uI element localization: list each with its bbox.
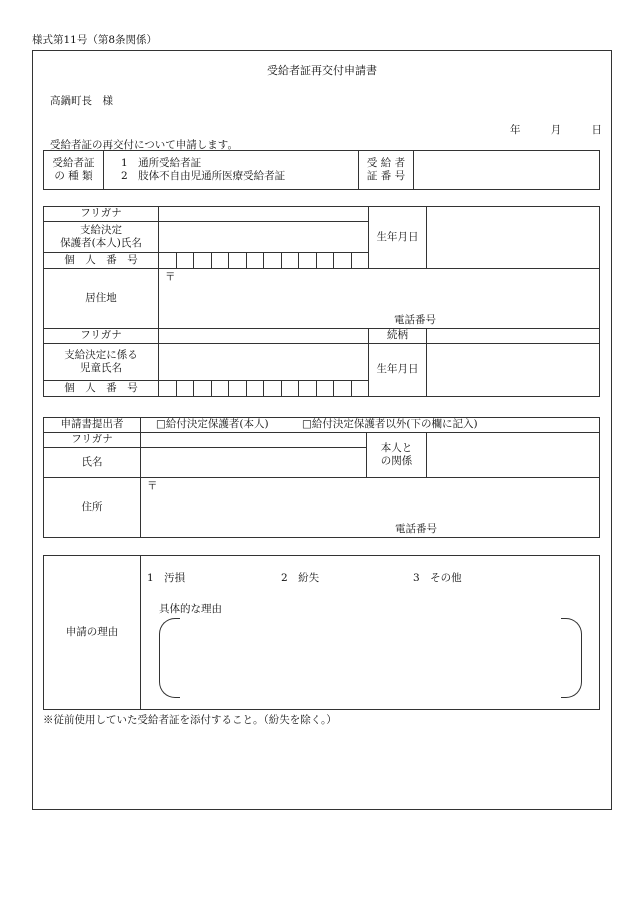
date-line — [510, 122, 602, 137]
cert-number-field[interactable] — [414, 151, 600, 190]
guardian-phone-label: 電話番号 — [394, 313, 436, 326]
child-furigana-label: フリガナ — [44, 329, 159, 344]
submitter-address-label: 住所 — [44, 478, 141, 538]
form-title: 受給者証再交付申請書 — [267, 64, 377, 77]
child-personal-no-label: 個 人 番 号 — [44, 381, 159, 397]
month-label: 月 — [550, 124, 562, 136]
submitter-name-field[interactable] — [141, 448, 367, 478]
child-name-field[interactable] — [159, 344, 369, 381]
submitter-relation-field[interactable] — [427, 433, 600, 478]
form-number: 様式第11号（第8条関係） — [32, 34, 158, 46]
guardian-address-label: 居住地 — [44, 269, 159, 329]
guardian-name-field[interactable] — [159, 222, 369, 253]
cert-type-table — [43, 150, 600, 190]
postal-mark: 〒 — [165, 271, 176, 283]
intro-text: 受給者証の再交付について申請します。 — [50, 139, 238, 151]
guardian-table — [43, 206, 600, 397]
guardian-name-label: 支給決定 保護者(本人)氏名 — [44, 222, 159, 253]
day-label: 日 — [591, 124, 602, 136]
reason-opt-lost[interactable]: 2 紛失 — [281, 572, 320, 584]
cert-type-label: 受給者証 の 種 類 — [44, 151, 104, 190]
year-label: 年 — [510, 124, 521, 136]
guardian-birth-field[interactable] — [427, 207, 600, 269]
guardian-personal-no-label: 個 人 番 号 — [44, 253, 159, 269]
child-birth-label: 生年月日 — [369, 344, 427, 397]
cert-type-options[interactable]: 1 通所受給者証 2 肢体不自由児通所医療受給者証 — [104, 151, 359, 190]
child-furigana-field[interactable] — [159, 329, 369, 344]
child-birth-field[interactable] — [427, 344, 600, 397]
submitter-opt-self[interactable]: □給付決定保護者(本人) — [156, 418, 269, 431]
addressee: 高鍋町長 様 — [50, 95, 113, 107]
reason-label: 申請の理由 — [44, 556, 141, 710]
submitter-address-field[interactable] — [141, 478, 600, 538]
submitter-opt-other[interactable]: □給付決定保護者以外(下の欄に記入) — [301, 418, 478, 431]
child-personal-no-field[interactable] — [159, 381, 369, 397]
reason-detail-bracket-right — [561, 618, 582, 698]
submitter-furigana-label: フリガナ — [44, 433, 141, 448]
cert-number-label: 受 給 者 証 番 号 — [359, 151, 414, 190]
submitter-table — [43, 417, 600, 538]
submitter-relation-label: 本人と の関係 — [367, 433, 427, 478]
child-name-label: 支給決定に係る 児童氏名 — [44, 344, 159, 381]
child-relation-label: 続柄 — [369, 329, 427, 344]
child-relation-field[interactable] — [427, 329, 600, 344]
submitter-name-label: 氏名 — [44, 448, 141, 478]
reason-field[interactable] — [141, 556, 600, 710]
attachment-note: ※従前使用していた受給者証を添付すること。（紛失を除く。） — [43, 714, 337, 726]
reason-opt-damage[interactable]: 1 汚損 — [147, 572, 186, 584]
reason-detail-bracket-left — [159, 618, 180, 698]
submitter-furigana-field[interactable] — [141, 433, 367, 448]
guardian-furigana-label: フリガナ — [44, 207, 159, 222]
guardian-personal-no-field[interactable] — [159, 253, 369, 269]
submitter-options[interactable] — [141, 418, 600, 433]
submitter-phone-label: 電話番号 — [395, 522, 437, 535]
reason-table — [43, 555, 600, 710]
guardian-address-field[interactable] — [159, 269, 600, 329]
guardian-furigana-field[interactable] — [159, 207, 369, 222]
submitter-postal-mark: 〒 — [147, 480, 158, 492]
reason-detail-label: 具体的な理由 — [159, 603, 222, 615]
submitter-label: 申請書提出者 — [44, 418, 141, 433]
guardian-birth-label: 生年月日 — [369, 207, 427, 269]
reason-opt-other[interactable]: 3 その他 — [413, 572, 462, 584]
